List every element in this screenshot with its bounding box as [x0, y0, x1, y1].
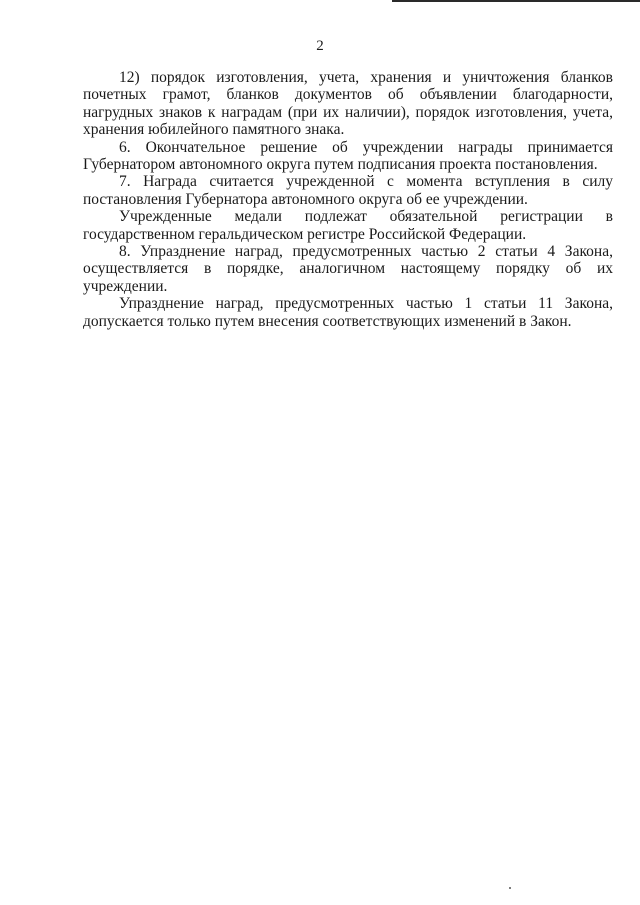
paragraph-medal-registration: Учрежденные медали подлежат обязательной регистрации в государственном геральдическом регистре Российской Федерации. — [83, 208, 613, 243]
page-number: 2 — [316, 38, 324, 54]
scan-speck — [509, 887, 511, 889]
document-body — [83, 69, 613, 330]
top-rule-line — [392, 0, 640, 2]
paragraph-item-12: 12) порядок изготовления, учета, хранения и уничтожения бланков почетных грамот, бланков документов об объявлении благодарности, нагрудных знаков к наградам (при их наличии), порядок изготовления, учета, хранения юбилейного памятного знака. — [83, 69, 613, 139]
paragraph-section-7: 7. Награда считается учрежденной с момента вступления в силу постановления Губернатора автономного округа об ее учреждении. — [83, 173, 613, 208]
paragraph-section-8: 8. Упразднение наград, предусмотренных частью 2 статьи 4 Закона, осуществляется в порядке, аналогичном настоящему порядку об их учреждении. — [83, 243, 613, 295]
paragraph-section-6: 6. Окончательное решение об учреждении награды принимается Губернатором автономного округа путем подписания проекта постановления. — [83, 138, 613, 174]
paragraph-abolition: Упразднение наград, предусмотренных частью 1 статьи 11 Закона, допускается только путем внесения соответствующих изменений в Закон. — [83, 295, 613, 330]
